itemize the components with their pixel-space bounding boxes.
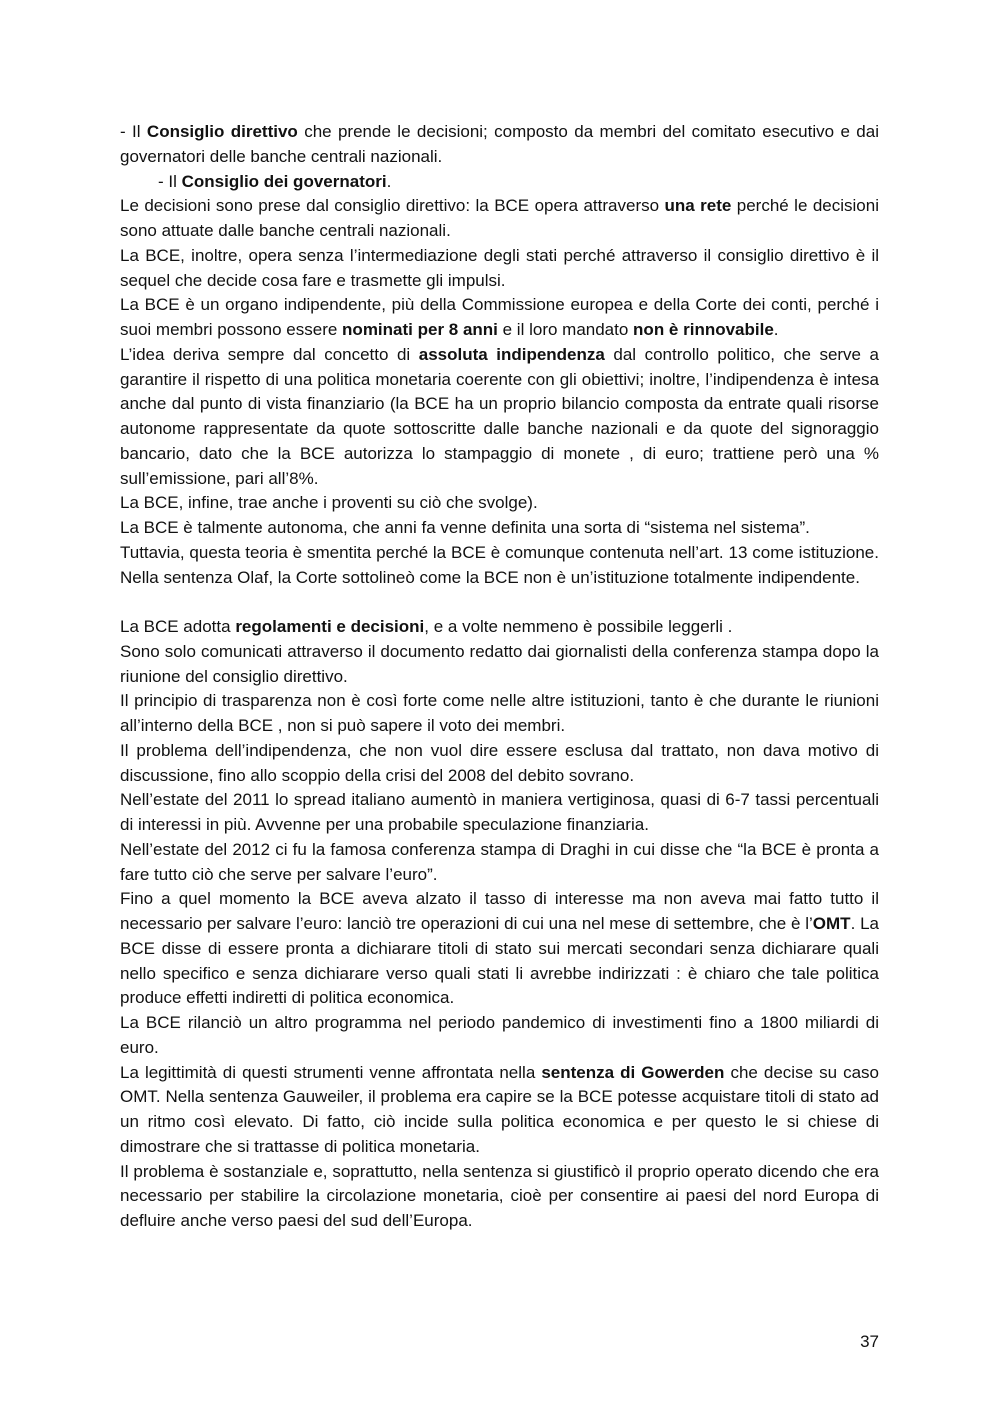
bold-text: assoluta indipendenza — [418, 344, 605, 364]
text-run: La BCE, infine, trae anche i proventi su ciò che svolge). — [120, 493, 538, 513]
bold-text: una rete — [664, 196, 732, 216]
text-run: Tuttavia, questa teoria è smentita perché la BCE è comunque contenuta nell’art. 13 come istituzione. Nella sentenza Olaf, la Corte sottolineò come la BCE non è un’istituzione totalmente indipendente. — [120, 542, 879, 587]
text-run: - Il — [120, 122, 147, 141]
page-body — [120, 120, 879, 1234]
paragraph — [120, 491, 879, 516]
text-run: . — [773, 320, 779, 339]
paragraph — [120, 1011, 879, 1061]
text-run: Il problema dell’indipendenza, che non vuol dire essere esclusa dal trattato, non dava motivo di discussione, fino allo scoppio della crisi del 2008 del debito sovrano. — [120, 740, 879, 785]
paragraph — [120, 516, 879, 541]
bold-text: Consiglio dei governatori — [181, 171, 387, 191]
text-run: La BCE rilanciò un altro programma nel periodo pandemico di investimenti fino a 1800 miliardi di euro. — [120, 1013, 879, 1057]
paragraph — [120, 194, 879, 244]
text-run: La legittimità di questi strumenti venne affrontata nella — [120, 1062, 542, 1082]
paragraph — [120, 541, 879, 591]
bold-text: sentenza di Gowerden — [541, 1062, 725, 1082]
paragraph — [120, 689, 879, 739]
paragraph — [120, 640, 879, 690]
text-run: perché le decisioni sono attuate dalle banche centrali nazionali. — [120, 196, 879, 240]
bold-text: Consiglio direttivo — [146, 122, 298, 141]
paragraph — [120, 615, 879, 640]
text-run: La BCE, inoltre, opera senza l’intermediazione degli stati perché attraverso il consiglio direttivo è il sequel che decide cosa fare e trasmette gli impulsi. — [120, 245, 879, 290]
text-run: Nell’estate del 2012 ci fu la famosa conferenza stampa di Draghi in cui disse che “la BCE è pronta a fare tutto ciò che serve per salvare l’euro”. — [120, 839, 879, 884]
text-run: . La BCE disse di essere pronta a dichiarare titoli di stato sui mercati secondari senza dichiarare quali nello specifico e senza dichiarare verso quali stati li avrebbe indirizzati : è chiaro che tale politica produce effetti indiretti di politica economica. — [120, 914, 880, 1008]
paragraph — [120, 887, 879, 1011]
paragraph — [120, 120, 879, 170]
text-run: La BCE è un organo indipendente, più della Commissione europea e della Corte dei conti, perché i suoi membri possono essere — [120, 295, 879, 339]
text-run: dal controllo politico, che serve a garantire il rispetto di una politica monetaria coerente con gli obiettivi; inoltre, l’indipendenza è intesa anche dal punto di vista finanziario (la BCE ha un proprio bilancio composta da entrate quali risorse autonome rappresentate da quote sottoscritte dalle banche nazionali e da quote del signoraggio bancario, dato che la BCE autorizza lo stampaggio di monete , di euro; trattiene però una % sull’emissione, pari all’8%. — [120, 344, 879, 488]
bold-text: OMT — [812, 914, 851, 933]
paragraph — [120, 788, 879, 838]
text-run: L’idea deriva sempre dal concetto di — [120, 344, 419, 364]
text-run: - Il — [158, 171, 182, 191]
paragraph — [120, 1061, 879, 1160]
text-run: che prende le decisioni; composto da membri del comitato esecutivo e dai governatori delle banche centrali nazionali. — [120, 122, 879, 166]
text-run: Le decisioni sono prese dal consiglio direttivo: la BCE opera attraverso — [120, 196, 665, 216]
bold-text: non è rinnovabile — [633, 320, 774, 339]
text-run: . — [386, 171, 392, 191]
bold-text: regolamenti e decisioni — [235, 617, 425, 636]
bold-text: nominati per 8 anni — [342, 320, 498, 339]
text-run: La BCE è talmente autonoma, che anni fa venne definita una sorta di “sistema nel sistema”. — [120, 518, 810, 537]
text-run: Nell’estate del 2011 lo spread italiano aumentò in maniera vertiginosa, quasi di 6-7 tassi percentuali di interessi in più. Avvenne per una probabile speculazione finanziaria. — [120, 790, 879, 834]
text-run: Fino a quel momento la BCE aveva alzato il tasso di interesse ma non aveva mai fatto tutto il necessario per salvare l’euro: lanciò tre operazioni di cui una nel mese di settembre, che è l’ — [120, 889, 879, 933]
text-run: che decise su caso OMT. Nella sentenza Gauweiler, il problema era capire se la BCE potesse acquistare titoli di stato ad un ritmo così elevato. Di fatto, ciò incide sulla politica economica e per questo le si chiese di dimostrare che si trattasse di politica monetaria. — [120, 1062, 879, 1156]
paragraph-gap — [120, 590, 879, 615]
text-run: Il problema è sostanziale e, soprattutto, nella sentenza si giustificò il proprio operato dicendo che era necessario per stabilire la circolazione monetaria, cioè per consentire ai paesi del nord Europa di defluire anche verso paesi del sud dell’Europa. — [120, 1161, 879, 1230]
page-number: 37 — [860, 1332, 879, 1351]
paragraph — [120, 244, 879, 294]
paragraph — [120, 1160, 879, 1234]
text-run: Sono solo comunicati attraverso il documento redatto dai giornalisti della conferenza stampa dopo la riunione del consiglio direttivo. — [120, 641, 879, 686]
paragraph — [120, 293, 879, 343]
paragraph — [120, 739, 879, 789]
text-run: Il principio di trasparenza non è così forte come nelle altre istituzioni, tanto è che durante le riunioni all’interno della BCE , non si può sapere il voto dei membri. — [120, 691, 879, 735]
paragraph — [120, 343, 879, 492]
paragraph — [120, 170, 879, 195]
paragraph — [120, 838, 879, 888]
text-run: , e a volte nemmeno è possibile leggerli . — [424, 617, 733, 636]
text-run: La BCE adotta — [120, 617, 236, 636]
text-run: e il loro mandato — [497, 320, 634, 339]
